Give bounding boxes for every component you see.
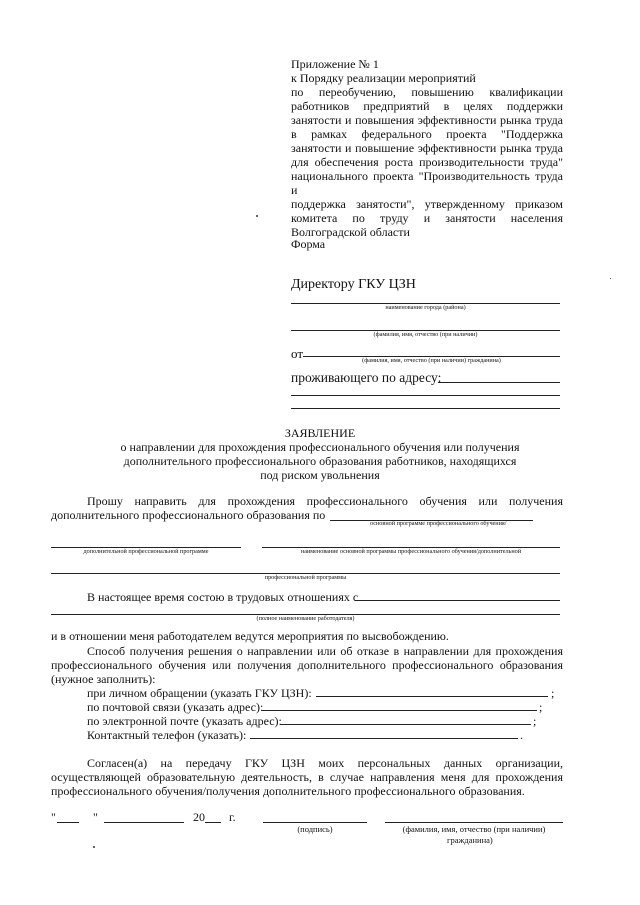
option-post-label: по почтовой связи (указать адрес): <box>87 700 264 714</box>
request-line-2: дополнительного профессионального образования по <box>51 508 326 522</box>
name-hint-line-2: гражданина) <box>447 835 493 845</box>
appendix-line: для обеспечения роста производительности труда" <box>291 155 563 169</box>
director-title: Директору ГКУ ЦЗН <box>291 277 416 292</box>
document-title-line: под риском увольнения <box>260 468 380 482</box>
option-phone-end: . <box>520 728 523 742</box>
date-year-prefix: 20 <box>193 810 205 824</box>
appendix-line: в рамках федерального проекта "Поддержка <box>291 127 563 141</box>
address-label: проживающего по адресу: <box>291 370 442 385</box>
from-label: от <box>291 346 304 361</box>
document-title-line: о направлении для прохождения профессионального обучения или получения <box>120 440 520 454</box>
document-title-line: дополнительного профессионального образования работников, находящихся <box>123 454 517 468</box>
address-line-2 <box>291 395 560 396</box>
program-tail-hint: профессиональной программы <box>264 574 347 581</box>
request-line-1: Прошу направить для прохождения профессионального обучения или получения <box>87 494 563 508</box>
form-label: Форма <box>291 237 326 251</box>
signature-hint: (подпись) <box>297 824 333 834</box>
date-quote-close: " <box>93 810 98 824</box>
option-phone-line <box>250 738 518 739</box>
appendix-block <box>291 57 563 239</box>
method-line-3: (нужное заполнить): <box>51 672 156 686</box>
appendix-line: по переобучению, повышению квалификации <box>291 85 563 99</box>
option-personal-line <box>316 696 548 697</box>
document-title-block <box>60 426 580 482</box>
program-main-hint: основной программе профессионального обучения/ <box>370 520 507 527</box>
option-email-label: по электронной почте (указать адрес): <box>87 714 282 728</box>
document-heading: ЗАЯВЛЕНИЕ <box>284 426 356 440</box>
appendix-last-line: Волгоградской области <box>291 225 410 239</box>
release-text: и в отношении меня работодателем ведутся мероприятия по высвобождению. <box>51 629 449 643</box>
address-line-3 <box>291 408 560 409</box>
appendix-line: занятости и повышение эффективности рынка труда <box>291 141 563 155</box>
consent-line-1: Согласен(а) на передачу ГКУ ЦЗН моих персональных данных организации, <box>87 756 563 770</box>
employer-hint: (полное наименование работодателя) <box>256 615 355 622</box>
option-phone-label: Контактный телефон (указать): <box>87 728 247 742</box>
date-year-suffix: г. <box>229 810 236 824</box>
appendix-line: поддержка занятости", утвержденному приказом <box>291 197 563 211</box>
appendix-line: работников предприятий в целях поддержки <box>291 99 563 113</box>
city-hint: наименование города (района) <box>385 304 466 311</box>
date-month-line <box>104 822 184 823</box>
consent-line-3: профессионального обучения/получения дополнительного профессионального образования. <box>51 784 525 798</box>
option-personal-end: ; <box>551 686 555 700</box>
employment-label: В настоящее время состою в трудовых отношениях с <box>87 590 359 604</box>
scan-speck <box>93 846 95 848</box>
method-line-1: Способ получения решения о направлении или об отказе в направлении для прохождения <box>87 644 563 658</box>
program-name-hint: наименование основной программы профессионального обучения/дополнительной <box>300 548 522 555</box>
option-personal-label: при личном обращении (указать ГКУ ЦЗН): <box>87 686 312 700</box>
appendix-line: к Порядку реализации мероприятий <box>291 71 476 85</box>
employer-line-1 <box>355 600 560 601</box>
program-additional-hint: дополнительной профессиональной программе <box>83 548 209 555</box>
address-line-1 <box>438 382 560 383</box>
name-hint-line-1: (фамилия, имя, отчество (при наличии) <box>402 824 546 834</box>
appendix-line: национального проекта "Производительность труда и <box>291 169 563 197</box>
option-post-line <box>262 710 537 711</box>
name-line <box>385 822 563 823</box>
director-name-hint: (фамилия, имя, отчество (при наличии) <box>373 331 478 338</box>
scan-speck <box>256 215 258 217</box>
appendix-line: занятости и повышения эффективности рынка труда <box>291 113 563 127</box>
signature-line <box>263 822 367 823</box>
citizen-name-hint: (фамилия, имя, отчество (при наличии) гражданина) <box>362 357 501 364</box>
scan-speck <box>610 278 611 279</box>
date-year-line <box>205 822 221 823</box>
option-email-end: ; <box>533 714 537 728</box>
date-quote-open: " <box>51 810 56 824</box>
option-post-end: ; <box>539 700 543 714</box>
appendix-line: комитета по труду и занятости населения <box>291 211 563 225</box>
date-day-line <box>57 822 79 823</box>
method-line-2: профессионального обучения или получения дополнительного профессионального образования <box>51 658 563 672</box>
consent-line-2: осуществляющей образовательную деятельность, в случае направления меня для прохождения <box>51 770 563 784</box>
option-email-line <box>280 724 531 725</box>
appendix-title: Приложение № 1 <box>291 57 379 71</box>
